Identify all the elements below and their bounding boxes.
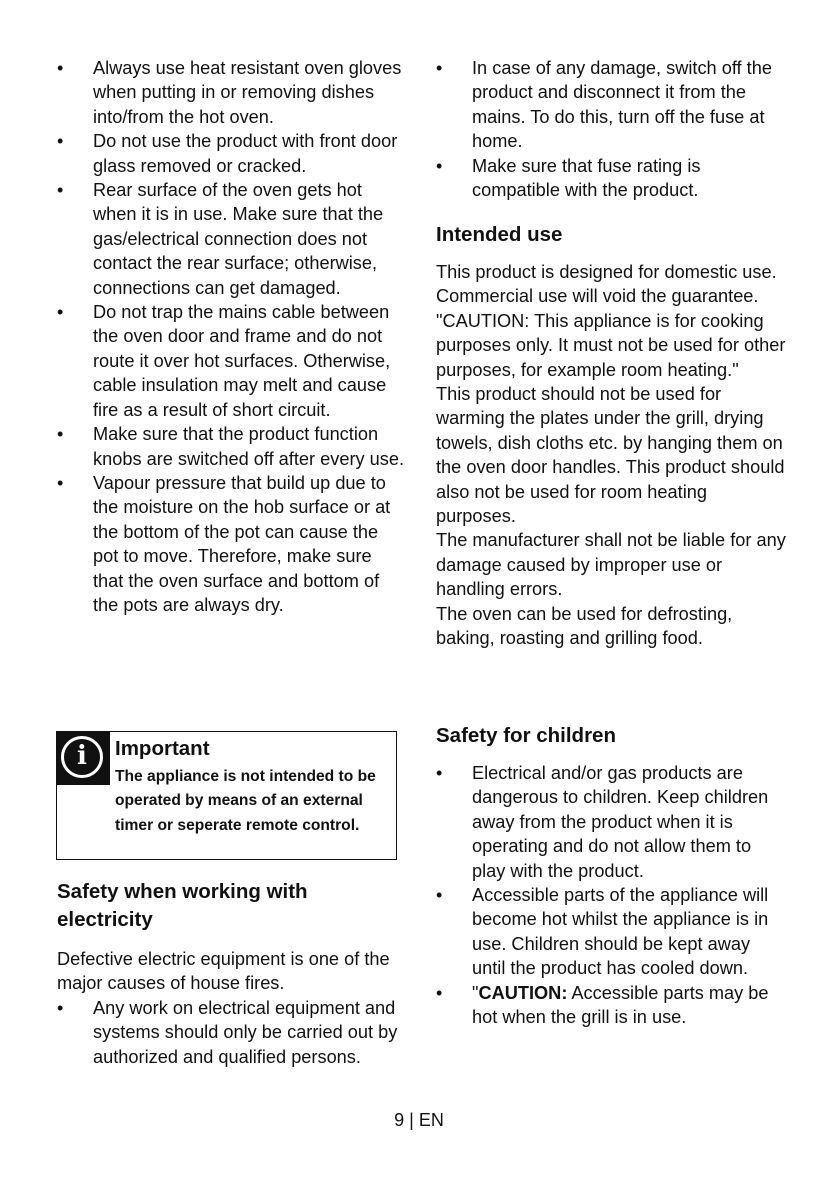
list-item: • Make sure that the product function knobs are switched off after every use.	[57, 422, 407, 471]
caution-quote: "	[472, 982, 479, 1003]
electricity-bullet-list	[57, 996, 407, 1069]
electricity-heading: Safety when working with electricity	[57, 880, 308, 931]
intended-use-p1: This product is designed for domestic use. Commercial use will void the guarantee.	[436, 262, 777, 307]
list-item: • Rear surface of the oven gets hot when it is in use. Make sure that the gas/electrical connection does not contact the rear surface; otherwise, connections can get damaged.	[57, 178, 407, 300]
list-item: • Make sure that fuse rating is compatible with the product.	[436, 154, 788, 203]
caution-label: CAUTION:	[478, 982, 568, 1003]
info-icon-glyph: i	[61, 736, 103, 778]
list-item: • Accessible parts of the appliance will become hot whilst the appliance is in use. Children should be kept away until the product has cooled down.	[436, 883, 788, 981]
intended-use-p2: "CAUTION: This appliance is for cooking purposes only. It must not be used for other purposes, for example room heating."	[436, 310, 786, 380]
info-icon	[56, 731, 110, 785]
list-item: • In case of any damage, switch off the product and disconnect it from the mains. To do this, turn off the fuse at home.	[436, 56, 788, 154]
children-heading: Safety for children	[436, 724, 616, 747]
important-title: Important	[115, 737, 210, 760]
list-item	[436, 981, 788, 1030]
power-bullet-list	[436, 56, 788, 202]
list-item: • Vapour pressure that build up due to the moisture on the hob surface or at the bottom of the pot can cause the pot to move. Therefore, make sure that the oven surface and bottom of the pots are always dry.	[57, 471, 407, 617]
children-section	[436, 722, 788, 1029]
important-notice-box	[56, 731, 397, 860]
electricity-intro: Defective electric equipment is one of the major causes of house fires.	[57, 949, 390, 994]
list-item: • Do not use the product with front door glass removed or cracked.	[57, 129, 407, 178]
left-column	[57, 56, 407, 617]
electricity-section	[57, 878, 407, 1069]
intended-use-p4: The manufacturer shall not be liable for any damage caused by improper use or handling errors.	[436, 530, 786, 600]
right-column	[436, 56, 788, 202]
intended-use-p3: This product should not be used for warming the plates under the grill, drying towels, dish cloths etc. by hanging them on the oven door handles. This product should also not be used for room heating purposes.	[436, 384, 785, 527]
list-item: • Always use heat resistant oven gloves when putting in or removing dishes into/from the hot oven.	[57, 56, 407, 129]
page-number: 9 | EN	[394, 1110, 444, 1130]
important-text: The appliance is not intended to be operated by means of an external timer or seperate remote control.	[115, 768, 376, 834]
list-item: • Any work on electrical equipment and systems should only be carried out by authorized and qualified persons.	[57, 996, 407, 1069]
intended-use-p5: The oven can be used for defrosting, baking, roasting and grilling food.	[436, 603, 733, 649]
caution-text: Accessible parts may be hot when the grill is in use.	[472, 982, 769, 1028]
safety-bullet-list	[57, 56, 407, 617]
intended-use-section	[436, 221, 788, 651]
children-bullet-list	[436, 761, 788, 1029]
intended-use-heading: Intended use	[436, 223, 563, 246]
list-item: • Electrical and/or gas products are dangerous to children. Keep children away from the product when it is operating and do not allow them to play with the product.	[436, 761, 788, 883]
list-item: • Do not trap the mains cable between the oven door and frame and do not route it over hot surfaces. Otherwise, cable insulation may melt and cause fire as a result of short circuit.	[57, 300, 407, 422]
